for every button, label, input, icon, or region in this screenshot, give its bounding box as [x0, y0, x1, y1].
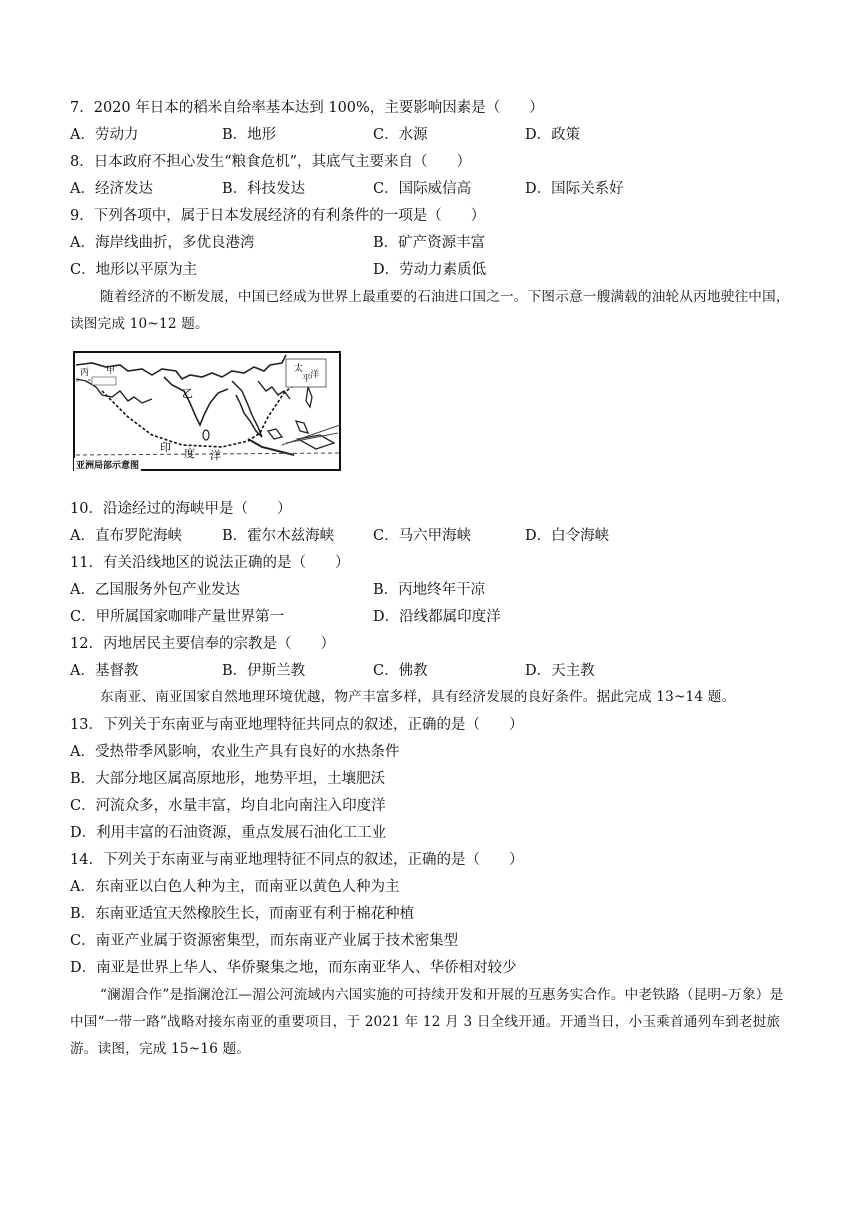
q14-option-d: D．南亚是世界上华人、华侨聚集之地，而东南亚华人、华侨相对较少	[70, 960, 517, 976]
q12-option-a: A．基督教	[70, 663, 139, 679]
q14-option-c: C．南亚产业属于资源密集型，而东南亚产业属于技术密集型	[70, 933, 459, 949]
q13-option-d: D．利用丰富的石油资源，重点发展石油化工工业	[70, 825, 387, 841]
question-7-stem: 7．2020 年日本的稻米自给率基本达到 100%，主要影响因素是（ ）	[70, 100, 544, 116]
q9-option-b: B．矿产资源丰富	[373, 235, 486, 251]
map-drawing	[72, 351, 342, 473]
map-caption: 亚洲局部示意图	[74, 458, 141, 471]
q7-option-b: B．地形	[222, 127, 277, 143]
q11-option-d: D．沿线都属印度洋	[373, 609, 501, 625]
q11-option-b: B．丙地终年干凉	[373, 582, 486, 598]
q13-option-c: C．河流众多，水量丰富，均自北向南注入印度洋	[70, 798, 386, 814]
q11-option-a: A．乙国服务外包产业发达	[70, 582, 240, 598]
passage-oil-tanker: 随着经济的不断发展，中国已经成为世界上最重要的石油进口国之一。下图示意一艘满载的油轮从丙地驶往中国，读图完成 10~12 题。	[70, 289, 790, 332]
passage-southeast-south-asia: 东南亚、南亚国家自然地理环境优越，物产丰富多样，具有经济发展的良好条件。据此完成 13~14 题。	[100, 689, 736, 705]
map-label-tai: 太	[294, 364, 304, 374]
map-label-yi: 乙	[182, 387, 193, 400]
asia-partial-map	[72, 351, 342, 473]
q10-option-a: A．直布罗陀海峡	[70, 528, 182, 544]
passage-lancang-mekong: “澜湄合作”是指澜沧江—湄公河流域内六国实施的可持续开发和开展的互惠务实合作。中老铁路（昆明–万象）是中国“一带一路”战略对接东南亚的重要项目，于 2021 年 12 月 3 日全线开通。开通当日，小玉乘首通列车到老挝旅游。读图，完成 15~16 题。	[70, 987, 784, 1057]
map-label-ping: 平	[302, 374, 312, 384]
question-12-stem: 12．丙地居民主要信奉的宗教是（ ）	[70, 636, 335, 652]
map-label-yang2: 洋	[310, 370, 320, 380]
q9-option-c: C．地形以平原为主	[70, 262, 198, 278]
q13-option-b: B．大部分地区属高原地形，地势平坦，土壤肥沃	[70, 771, 386, 787]
q12-option-d: D．天主教	[525, 663, 595, 679]
q14-option-b: B．东南亚适宜天然橡胶生长，而南亚有利于棉花种植	[70, 906, 415, 922]
q8-option-b: B．科技发达	[222, 181, 306, 197]
question-8-stem: 8．日本政府不担心发生“粮食危机”，其底气主要来自（ ）	[70, 154, 472, 170]
q12-option-b: B．伊斯兰教	[222, 663, 306, 679]
q11-option-c: C．甲所属国家咖啡产量世界第一	[70, 609, 285, 625]
map-label-yin: 印	[160, 441, 171, 454]
q8-option-c: C．国际威信高	[373, 181, 472, 197]
question-14-stem: 14．下列关于东南亚与南亚地理特征不同点的叙述，正确的是（ ）	[70, 852, 524, 868]
q9-option-d: D．劳动力素质低	[373, 262, 487, 278]
q7-option-a: A．劳动力	[70, 127, 139, 143]
question-10-stem: 10．沿途经过的海峡甲是（ ）	[70, 501, 292, 517]
q9-option-a: A．海岸线曲折，多优良港湾	[70, 235, 255, 251]
map-label-jia: 甲	[106, 366, 116, 376]
map-label-bing: 丙	[80, 368, 90, 378]
q13-option-a: A．受热带季风影响，农业生产具有良好的水热条件	[70, 744, 400, 760]
q10-option-b: B．霍尔木兹海峡	[222, 528, 335, 544]
q14-option-a: A．东南亚以白色人种为主，而南亚以黄色人种为主	[70, 879, 400, 895]
q7-option-d: D．政策	[525, 127, 581, 143]
q7-option-c: C．水源	[373, 127, 428, 143]
map-label-yang: 洋	[210, 449, 221, 462]
q12-option-c: C．佛教	[373, 663, 428, 679]
map-label-du: 度	[184, 447, 195, 460]
question-11-stem: 11．有关沿线地区的说法正确的是（ ）	[70, 555, 350, 571]
q8-option-d: D．国际关系好	[525, 181, 624, 197]
q8-option-a: A．经济发达	[70, 181, 153, 197]
q10-option-c: C．马六甲海峡	[373, 528, 472, 544]
question-9-stem: 9．下列各项中，属于日本发展经济的有利条件的一项是（ ）	[70, 208, 486, 224]
question-13-stem: 13．下列关于东南亚与南亚地理特征共同点的叙述，正确的是（ ）	[70, 717, 524, 733]
q10-option-d: D．白令海峡	[525, 528, 610, 544]
